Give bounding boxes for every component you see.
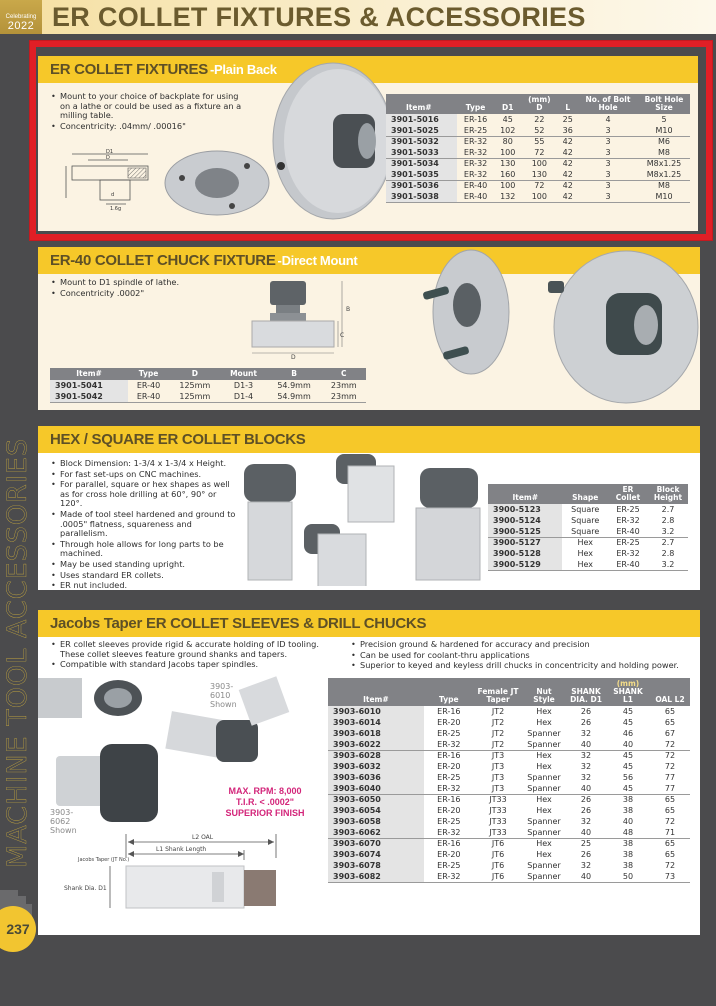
col-header: Female JT Taper: [474, 678, 522, 706]
col-header: C: [322, 368, 366, 380]
table-row: 3901-5034 ER-32 130 100 42 3 M8x1.25: [386, 158, 690, 169]
section-title-prefix: Jacobs Taper: [50, 615, 142, 632]
col-header: Type: [457, 94, 494, 114]
table-row: 3901-5033 ER-32 100 72 42 3 M8: [386, 147, 690, 158]
image-caption-6010: 3903-6010 Shown: [210, 682, 237, 709]
col-header: Item#: [386, 94, 457, 114]
feature-item: • May be used standing upright.: [50, 560, 240, 570]
feature-item: • Uses standard ER collets.: [50, 571, 240, 581]
feature-item: • Mount to your choice of backplate for using on a lathe or could be used as a fixture an a milling table.: [50, 92, 250, 121]
diagram-label-shank-length: L1 Shank Length: [156, 846, 207, 853]
table-row: 3900-5128 Hex ER-32 2.8: [488, 548, 688, 559]
collet-block-spec-table: [488, 484, 688, 571]
table-row: 3903-6018 ER-25 JT2 Spanner 32 46 67: [328, 728, 690, 739]
col-header: ER Collet: [608, 484, 648, 504]
col-header: Bolt Hole Size: [638, 94, 690, 114]
collet-blocks-image: [236, 454, 488, 586]
table-row: 3901-5041 ER-40 125mm D1-3 54.9mm 23mm: [50, 380, 366, 391]
feature-item: • Through hole allows for long parts to be machined.: [50, 540, 240, 559]
table-row: 3903-6070 ER-16 JT6 Hex 25 38 65: [328, 838, 690, 849]
feature-item: • For fast set-ups on CNC machines.: [50, 470, 240, 480]
feature-item: • Can be used for coolant-thru applications: [350, 651, 700, 661]
table-row: 3900-5129 Hex ER-40 3.2: [488, 559, 688, 570]
page-title: ER COLLET FIXTURES & ACCESSORIES: [52, 2, 586, 32]
table-row: 3901-5016 ER-16 45 22 25 4 5: [386, 114, 690, 125]
diagram-label-shank-dia: Shank Dia. D1: [64, 885, 107, 892]
table-row: 3903-6032 ER-20 JT3 Hex 32 45 72: [328, 761, 690, 772]
table-row: 3903-6036 ER-25 JT3 Spanner 32 56 77: [328, 772, 690, 783]
feature-item: • Mount to D1 spindle of lathe.: [50, 278, 250, 288]
feature-item: • ER collet sleeves provide rigid & accurate holding of ID tooling. These collet sleeves feature ground shanks and tapers.: [50, 640, 340, 659]
diagram-label-c: C: [340, 332, 345, 339]
section-hex-square-collet-blocks: [38, 426, 700, 590]
table-row: 3903-6074 ER-20 JT6 Hex 26 38 65: [328, 849, 690, 860]
col-header: Item#: [488, 484, 562, 504]
feature-list: [50, 459, 240, 590]
section-subtitle: -Direct Mount: [277, 253, 358, 268]
table-row: 3901-5038 ER-40 132 100 42 3 M10: [386, 191, 690, 202]
col-header: D: [169, 368, 221, 380]
promo-line: SUPERIOR FINISH: [225, 808, 305, 818]
table-row: 3900-5125 Square ER-40 3.2: [488, 526, 688, 537]
col-header: L: [557, 94, 578, 114]
table-row: 3903-6058 ER-25 JT33 Spanner 32 40 72: [328, 816, 690, 827]
section-er40-collet-chuck-fixture: [38, 247, 700, 410]
table-row: 3901-5032 ER-32 80 55 42 3 M6: [386, 136, 690, 147]
diagram-label-b: B: [346, 306, 351, 313]
feature-list-right: [350, 640, 700, 672]
sleeve-dimension-diagram: [52, 828, 292, 928]
table-row: 3903-6040 ER-32 JT3 Spanner 40 45 77: [328, 783, 690, 794]
logo-line-2: 2022: [7, 20, 35, 32]
table-row: 3903-6078 ER-25 JT6 Spanner 32 38 72: [328, 860, 690, 871]
table-row: 3901-5035 ER-32 160 130 42 3 M8x1.25: [386, 169, 690, 180]
col-header: No. of Bolt Hole: [578, 94, 638, 114]
col-header: OAL L2: [650, 678, 690, 706]
col-header: D1: [494, 94, 521, 114]
table-row: 3903-6062 ER-32 JT33 Spanner 40 48 71: [328, 827, 690, 838]
celebrating-2022-logo: [0, 0, 42, 34]
chuck-dimension-diagram: [246, 277, 366, 359]
feature-item: • Concentricity: .04mm/ .00016": [50, 122, 250, 132]
promo-text: [210, 786, 320, 819]
feature-item: • Block Dimension: 1-3/4 x 1-3/4 x Height.: [50, 459, 240, 469]
table-row: 3903-6014 ER-20 JT2 Hex 26 45 65: [328, 717, 690, 728]
section-side-label: MACHINE TOOL ACCESSORIES: [2, 437, 33, 868]
promo-line: MAX. RPM: 8,000: [228, 786, 302, 796]
col-header: Mount: [221, 368, 267, 380]
highlight-frame: [30, 41, 712, 240]
diagram-label-jacobs-taper: Jacobs Taper (JT No.): [78, 857, 130, 863]
col-header: (mm) SHANK L1: [606, 678, 650, 706]
section-title-bar: [38, 426, 700, 453]
feature-item: • For parallel, square or hex shapes as well as for cross hole drilling at 60°, 90° or 120°.: [50, 480, 240, 509]
col-header: Shape: [562, 484, 608, 504]
table-row: 3903-6028 ER-16 JT3 Hex 32 45 72: [328, 750, 690, 761]
unit-label: (mm): [528, 95, 551, 104]
feature-item: • Concentricity .0002": [50, 289, 250, 299]
col-header: SHANK DIA. D1: [566, 678, 606, 706]
feature-list: [50, 278, 250, 299]
unit-label: (mm): [616, 679, 640, 688]
section-title: ER COLLET SLEEVES & DRILL CHUCKS: [146, 615, 427, 632]
feature-item: • ER nut included.: [50, 581, 240, 590]
er40-chuck-fixture-image: [548, 247, 700, 407]
col-header: Type: [128, 368, 169, 380]
col-header: Item#: [328, 678, 424, 706]
col-header: (mm) D: [521, 94, 557, 114]
feature-item: • Compatible with standard Jacobs taper spindles.: [50, 660, 340, 670]
table-row: 3900-5123 Square ER-25 2.7: [488, 504, 688, 515]
table-row: 3903-6082 ER-32 JT6 Spanner 40 50 73: [328, 871, 690, 882]
diagram-label-d1: D1: [106, 149, 114, 155]
section-title-bar: [38, 610, 700, 637]
feature-item: • Precision ground & hardened for accuracy and precision: [350, 640, 700, 650]
chuck-spec-table: [50, 368, 366, 403]
col-header: Nut Style: [522, 678, 566, 706]
diagram-label-d: D: [106, 155, 110, 161]
table-row: 3900-5124 Square ER-32 2.8: [488, 515, 688, 526]
logo-line-1: Celebrating: [5, 14, 37, 20]
col-header: Type: [424, 678, 474, 706]
collet-sleeve-spec-table: [328, 678, 690, 883]
table-row: 3901-5042 ER-40 125mm D1-4 54.9mm 23mm: [50, 391, 366, 402]
col-header: B: [267, 368, 322, 380]
diagram-label-small-d: d: [111, 192, 115, 198]
col-header: Item#: [50, 368, 128, 380]
image-caption-6062: 3903-6062 Shown: [50, 808, 77, 835]
table-row: 3903-6050 ER-16 JT33 Hex 26 38 65: [328, 794, 690, 805]
diagram-label-oal: L2 OAL: [192, 834, 214, 841]
page-number-badge: 237: [0, 906, 36, 952]
promo-line: T.I.R. < .0002": [235, 797, 295, 807]
feature-list-left: [50, 640, 340, 671]
table-row: 3903-6022 ER-32 JT2 Spanner 40 40 72: [328, 739, 690, 750]
diagram-label-thread: 1.6g: [110, 206, 122, 212]
table-row: 3903-6010 ER-16 JT2 Hex 26 45 65: [328, 706, 690, 717]
table-row: 3901-5025 ER-25 102 52 36 3 M10: [386, 125, 690, 136]
table-row: 3901-5036 ER-40 100 72 42 3 M8: [386, 180, 690, 191]
table-row: 3903-6054 ER-20 JT33 Hex 26 38 65: [328, 805, 690, 816]
section-title: ER COLLET FIXTURES: [50, 61, 208, 78]
diagram-label-d: D: [291, 354, 296, 359]
table-row: 3900-5127 Hex ER-25 2.7: [488, 537, 688, 548]
chuck-backplate-image: [423, 247, 513, 382]
section-title: ER-40 COLLET CHUCK FIXTURE: [50, 252, 276, 269]
section-jacobs-taper-collet-sleeves: [38, 610, 700, 935]
section-subtitle: -Plain Back: [209, 62, 277, 77]
feature-item: • Superior to keyed and keyless drill chucks in concentricity and holding power.: [350, 661, 700, 671]
feature-item: • Made of tool steel hardened and ground to .0005" flatness, squareness and parallelism.: [50, 510, 240, 539]
section-title: HEX / SQUARE ER COLLET BLOCKS: [50, 431, 306, 448]
page-header: [0, 0, 716, 34]
col-header: Block Height: [648, 484, 688, 504]
